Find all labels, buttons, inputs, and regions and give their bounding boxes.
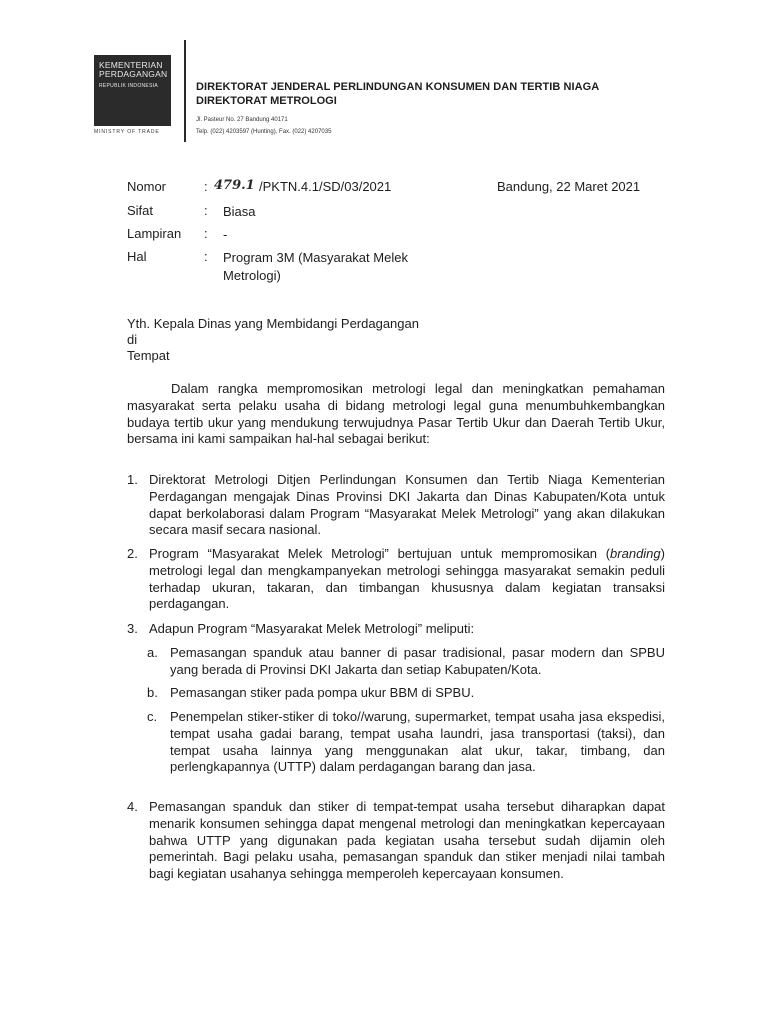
lampiran-colon: : (204, 226, 208, 241)
sub-item-text: Pemasangan spanduk atau banner di pasar tradisional, pasar modern dan SPBU yang berada di Provinsi DKI Jakarta dan setiap Kabupaten/Kota. (170, 645, 665, 677)
item2-text-before: Program “Masyarakat Melek Metrologi” bertujuan untuk mempromosikan ( (149, 546, 611, 561)
lampiran-label: Lampiran (127, 226, 182, 241)
list-item-text (149, 546, 665, 613)
item2-text-after: ) metrologi legal dan mengkampanyekan metrologi sehingga masyarakat semakin peduli terhadap ukuran, takaran, dan timbangan khususnya dalam kegiatan transaksi perdagangan. (149, 546, 665, 612)
intro-paragraph: Dalam rangka mempromosikan metrologi legal dan meningkatkan pemahaman masyarakat serta pelaku usaha di bidang metrologi legal guna menumbuhkembangkan budaya tertib ukur yang mendukung terwujudnya Pasar Tertib Ukur dan Daerah Tertib Ukur, bersama ini kami sampaikan hal-hal sebagai berikut: (127, 381, 665, 447)
sub-item-text: Penempelan stiker-stiker di toko//warung, supermarket, tempat usaha jasa ekspedisi, tempat usaha gadai barang, tempat usaha laundri, jasa transportasi (taksi), dan tempat usaha lainnya yang menggunakan alat ukur, takar, timbang, dan perlengkapannya (UTTP) dalam perdagangan barang dan jasa. (170, 709, 665, 775)
nomor-label: Nomor (127, 179, 167, 194)
addressee-line2: di (127, 332, 138, 347)
logo-text-line3: REPUBLIK INDONESIA (99, 83, 159, 89)
nomor-colon: : (204, 179, 208, 194)
logo-text-line2: PERDAGANGAN (99, 69, 168, 79)
hal-colon: : (204, 249, 208, 264)
hal-label: Hal (127, 249, 147, 264)
sub-item-letter: b. (147, 685, 158, 700)
sifat-colon: : (204, 203, 208, 218)
letterhead-address: Jl. Pasteur No. 27 Bandung 40171 (196, 117, 288, 123)
logo-text-line1: KEMENTERIAN (99, 60, 163, 70)
logo-tagline: MINISTRY OF TRADE (94, 129, 160, 135)
sub-item-letter: c. (147, 709, 158, 724)
lampiran-value: - (223, 227, 228, 242)
letter-date: Bandung, 22 Maret 2021 (497, 179, 641, 194)
letterhead-subtitle: DIREKTORAT METROLOGI (196, 95, 337, 107)
nomor-value: /PKTN.4.1/SD/03/2021 (259, 179, 392, 194)
hal-value-line2: Metrologi) (223, 268, 281, 283)
handwritten-number: 479.1 (214, 178, 255, 193)
list-item-number: 2. (127, 546, 138, 561)
list-item-number: 1. (127, 472, 138, 487)
sub-item-text: Pemasangan stiker pada pompa ukur BBM di SPBU. (170, 685, 475, 700)
list-item-text: Direktorat Metrologi Ditjen Perlindungan Konsumen dan Tertib Niaga Kementerian Perdagangan mengajak Dinas Provinsi DKI Jakarta dan Dinas Kabupaten/Kota untuk dapat berkolaborasi dalam Program “Masyarakat Melek Metrologi” yang akan dilakukan secara masif secara nasional. (149, 472, 665, 538)
addressee-line1: Yth. Kepala Dinas yang Membidangi Perdagangan (127, 316, 419, 331)
list-item-number: 3. (127, 621, 138, 636)
hal-value-line1: Program 3M (Masyarakat Melek (223, 250, 408, 265)
sub-item-letter: a. (147, 645, 158, 660)
ministry-logo (94, 55, 171, 126)
list-item-text: Adapun Program “Masyarakat Melek Metrologi” meliputi: (149, 621, 475, 636)
addressee-line3: Tempat (127, 348, 170, 363)
list-item-text: Pemasangan spanduk dan stiker di tempat-tempat usaha tersebut diharapkan dapat menarik konsumen sehingga dapat mengenal metrologi dan meningkatkan kepercayaan bahwa UTTP yang digunakan pada kegiatan usaha tersebut sudah dijamin oleh pemerintah. Bagi pelaku usaha, pemasangan spanduk dan stiker menjadi nilai tambah bagi kegiatan usahanya sehingga memperoleh kepercayaan konsumen. (149, 799, 665, 882)
header-divider (184, 40, 186, 142)
item2-text-italic: branding (610, 546, 661, 561)
letterhead-phone: Telp. (022) 4203597 (Hunting), Fax. (022) 4207035 (196, 129, 332, 135)
letterhead-title: DIREKTORAT JENDERAL PERLINDUNGAN KONSUMEN DAN TERTIB NIAGA (196, 81, 600, 93)
list-item-number: 4. (127, 799, 138, 814)
sifat-label: Sifat (127, 203, 154, 218)
sifat-value: Biasa (223, 204, 256, 219)
